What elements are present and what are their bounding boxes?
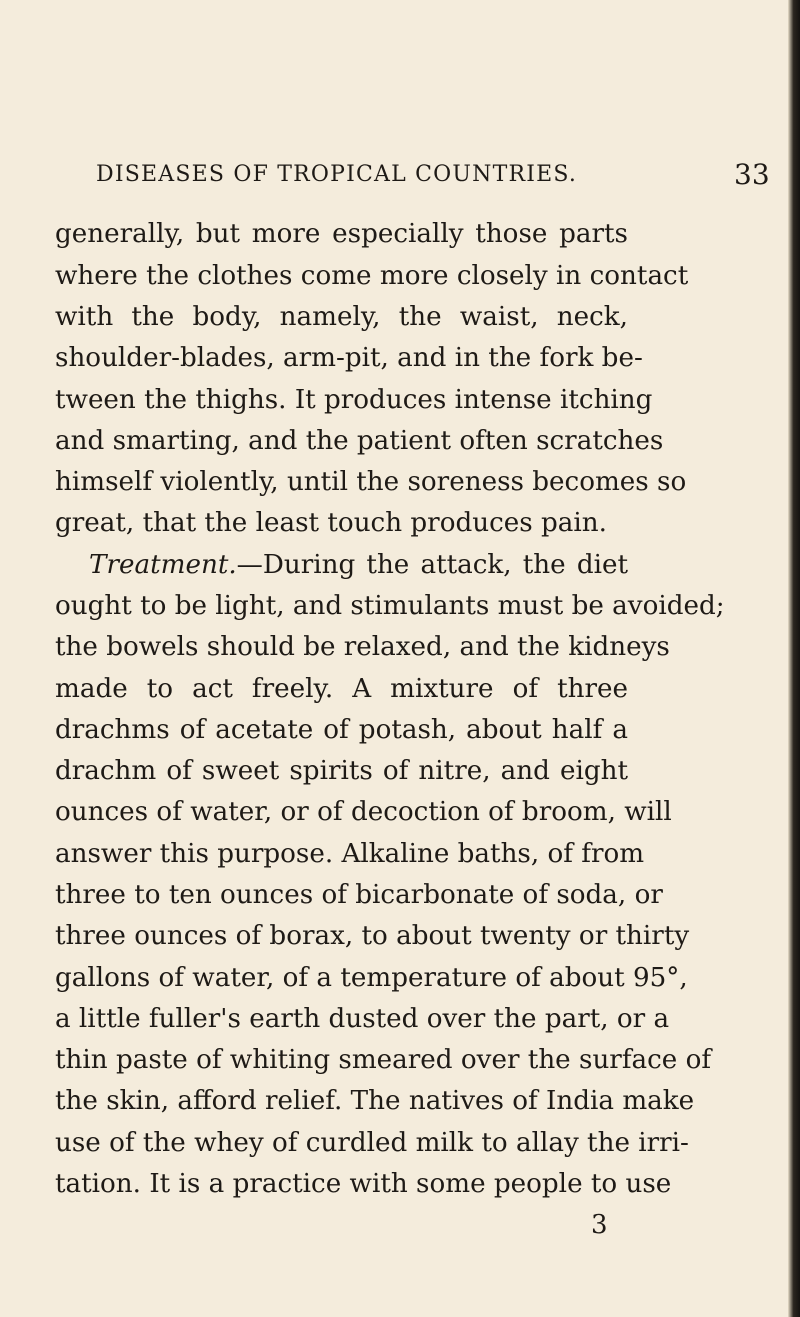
text-line: three to ten ounces of bicarbonate of soda, or	[55, 880, 663, 910]
text-line: shoulder-blades, arm-pit, and in the fork be-	[55, 343, 643, 373]
text-line: great, that the least touch produces pain.	[55, 508, 607, 538]
page-header	[0, 156, 800, 200]
treatment-heading: Treatment.	[89, 550, 237, 580]
text-line: answer this purpose. Alkaline baths, of from	[55, 839, 645, 869]
page-number: 33	[734, 158, 770, 191]
text-line: made to act freely. A mixture of three	[55, 674, 628, 704]
text-line: where the clothes come more closely in contact	[55, 261, 689, 291]
text-line: tween the thighs. It produces intense itching	[55, 385, 653, 415]
text-line: a little fuller's earth dusted over the part, or a	[55, 1004, 670, 1034]
text-line: tation. It is a practice with some people to use	[55, 1169, 672, 1199]
text-line: use of the whey of curdled milk to allay the irri-	[55, 1128, 689, 1158]
signature-mark: 3	[591, 1210, 608, 1240]
text-line: with the body, namely, the waist, neck,	[55, 302, 628, 332]
text-line: drachm of sweet spirits of nitre, and eight	[55, 756, 628, 786]
treatment-text: —During the attack, the diet	[236, 550, 628, 580]
treatment-line	[89, 545, 628, 585]
running-title: DISEASES OF TROPICAL COUNTRIES.	[96, 162, 578, 187]
text-line: the skin, afford relief. The natives of India make	[55, 1086, 695, 1116]
text-line: thin paste of whiting smeared over the surface of	[55, 1045, 712, 1075]
text-line: drachms of acetate of potash, about half a	[55, 715, 628, 745]
text-line: ought to be light, and stimulants must be avoided;	[55, 591, 725, 621]
text-line: generally, but more especially those parts	[55, 219, 628, 249]
text-line: and smarting, and the patient often scratches	[55, 426, 664, 456]
text-line: three ounces of borax, to about twenty or thirty	[55, 921, 690, 951]
text-line: gallons of water, of a temperature of about 95°,	[55, 963, 688, 993]
text-line: himself violently, until the soreness becomes so	[55, 467, 687, 497]
text-line: ounces of water, or of decoction of broom, will	[55, 797, 672, 827]
text-line: the bowels should be relaxed, and the kidneys	[55, 632, 670, 662]
